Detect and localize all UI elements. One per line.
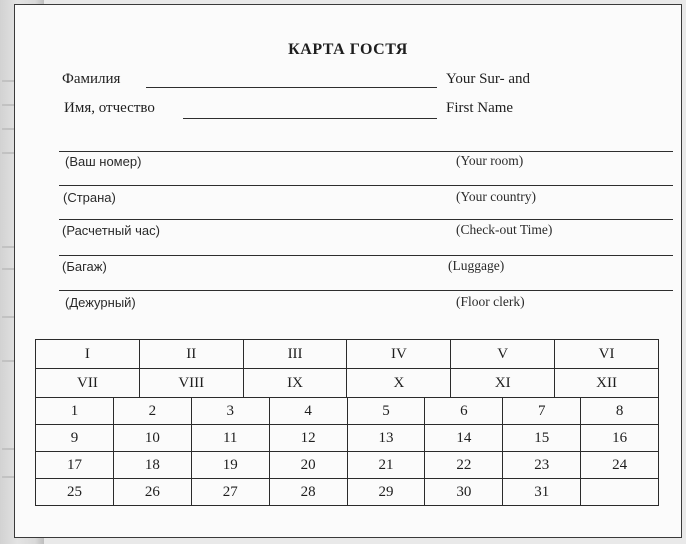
day-row [36, 398, 659, 425]
month-cell[interactable]: VIII [139, 369, 243, 398]
guest-card [14, 4, 682, 538]
day-cell[interactable]: 4 [269, 398, 347, 425]
day-cell[interactable]: 13 [347, 425, 425, 452]
day-cell[interactable]: 14 [425, 425, 503, 452]
card-title: КАРТА ГОСТЯ [288, 41, 408, 58]
day-cell[interactable]: 10 [113, 425, 191, 452]
name-label-ru: Имя, отчество [64, 100, 155, 116]
day-cell[interactable]: 31 [503, 479, 581, 506]
day-cell-empty[interactable] [581, 479, 659, 506]
day-cell[interactable]: 29 [347, 479, 425, 506]
month-cell[interactable]: III [243, 340, 347, 369]
surname-label-ru: Фамилия [62, 71, 121, 87]
month-cell[interactable]: VII [36, 369, 140, 398]
day-cell[interactable]: 18 [113, 452, 191, 479]
month-cell[interactable]: X [347, 369, 451, 398]
day-cell[interactable]: 11 [191, 425, 269, 452]
surname-field[interactable] [146, 87, 437, 88]
day-cell[interactable]: 6 [425, 398, 503, 425]
day-cell[interactable]: 19 [191, 452, 269, 479]
day-cell[interactable]: 12 [269, 425, 347, 452]
month-cell[interactable]: XI [451, 369, 555, 398]
month-grid [35, 339, 659, 398]
day-row [36, 479, 659, 506]
day-cell[interactable]: 17 [36, 452, 114, 479]
checkout-field[interactable] [59, 219, 673, 220]
day-cell[interactable]: 25 [36, 479, 114, 506]
country-label-en: (Your country) [456, 189, 536, 204]
name-label-en: First Name [446, 100, 514, 116]
day-cell[interactable]: 3 [191, 398, 269, 425]
room-field[interactable] [59, 151, 673, 152]
floor-clerk-field[interactable] [59, 290, 673, 291]
name-field[interactable] [183, 118, 437, 119]
month-row [36, 369, 659, 398]
day-cell[interactable]: 30 [425, 479, 503, 506]
month-cell[interactable]: XII [555, 369, 659, 398]
day-cell[interactable]: 22 [425, 452, 503, 479]
day-cell[interactable]: 1 [36, 398, 114, 425]
day-row [36, 425, 659, 452]
day-cell[interactable]: 26 [113, 479, 191, 506]
month-cell[interactable]: IV [347, 340, 451, 369]
day-cell[interactable]: 8 [581, 398, 659, 425]
room-label-en: (Your room) [456, 153, 524, 168]
surname-label-en: Your Sur- and [446, 71, 531, 87]
luggage-label-ru: (Багаж) [62, 259, 107, 274]
month-cell[interactable]: VI [555, 340, 659, 369]
day-cell[interactable]: 9 [36, 425, 114, 452]
month-cell[interactable]: IX [243, 369, 347, 398]
month-cell[interactable]: II [139, 340, 243, 369]
country-field[interactable] [59, 185, 673, 186]
day-cell[interactable]: 28 [269, 479, 347, 506]
checkout-label-en: (Check-out Time) [456, 222, 553, 237]
day-cell[interactable]: 20 [269, 452, 347, 479]
floor-clerk-label-ru: (Дежурный) [65, 295, 136, 310]
day-cell[interactable]: 23 [503, 452, 581, 479]
month-row [36, 340, 659, 369]
country-label-ru: (Страна) [63, 190, 116, 205]
day-cell[interactable]: 24 [581, 452, 659, 479]
day-cell[interactable]: 21 [347, 452, 425, 479]
checkout-label-ru: (Расчетный час) [62, 223, 160, 238]
day-cell[interactable]: 27 [191, 479, 269, 506]
day-cell[interactable]: 5 [347, 398, 425, 425]
day-cell[interactable]: 15 [503, 425, 581, 452]
day-row [36, 452, 659, 479]
month-cell[interactable]: I [36, 340, 140, 369]
day-cell[interactable]: 16 [581, 425, 659, 452]
luggage-field[interactable] [59, 255, 673, 256]
day-grid [35, 397, 659, 506]
month-cell[interactable]: V [451, 340, 555, 369]
room-label-ru: (Ваш номер) [65, 154, 142, 169]
luggage-label-en: (Luggage) [448, 258, 505, 273]
day-cell[interactable]: 2 [113, 398, 191, 425]
floor-clerk-label-en: (Floor clerk) [456, 294, 525, 309]
day-cell[interactable]: 7 [503, 398, 581, 425]
